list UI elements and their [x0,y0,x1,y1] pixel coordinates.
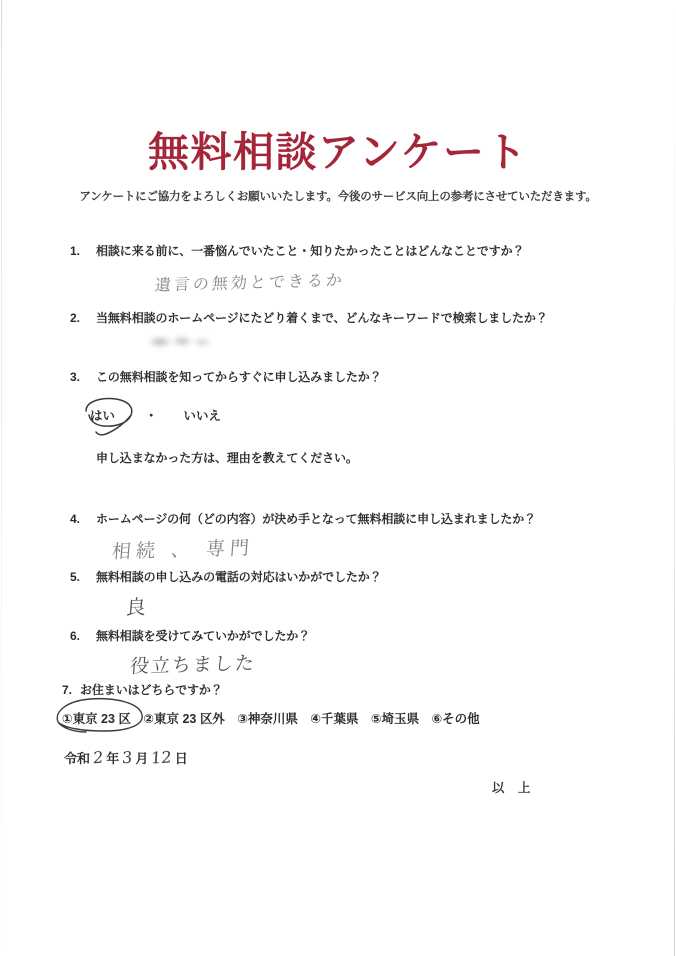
question-5-number: 5. [70,570,80,584]
question-5 [70,569,636,586]
question-3-text: この無料相談を知ってからすぐに申し込みましたか？ [96,370,382,384]
question-7-option-saitama[interactable]: ⑤埼玉県 [371,712,420,726]
question-7-options [62,710,480,728]
question-3 [70,369,636,386]
question-7-option-tokyo-outside-23ku[interactable]: ②東京 23 区外 [143,712,225,726]
question-4-number: 4. [70,512,80,526]
closing-text: 以 上 [492,781,536,795]
question-4 [70,511,636,528]
date-day-value: 12 [150,747,173,768]
question-7-option-chiba[interactable]: ④千葉県 [310,712,359,726]
question-3-option-no[interactable]: いいえ [183,409,222,423]
date-month-value: 3 [121,747,134,768]
question-7-option-tokyo-23ku-label: ①東京 23 区 [62,712,131,726]
question-1-text: 相談に来る前に、一番悩んでいたこと・知りたかったことはどんなことですか？ [96,244,525,258]
question-3-option-yes-label: はい [90,409,116,423]
question-7-option-tokyo-23ku[interactable] [62,712,134,726]
question-1 [70,243,636,260]
date-era-label: 令和 [64,751,91,766]
date-day-label: 日 [174,751,188,766]
question-7 [62,682,636,699]
question-5-text: 無料相談の申し込みの電話の対応はいかがでしたか？ [96,570,382,584]
date-month-label: 月 [135,751,149,766]
date-line [64,748,188,769]
question-3-number: 3. [70,370,80,384]
page-title: 無料相談アンケート [147,128,529,176]
question-6 [70,628,636,645]
question-5-answer: 良 [124,594,150,620]
question-2 [70,310,636,327]
question-1-number: 1. [70,244,80,258]
question-6-text: 無料相談を受けてみていかがでしたか？ [96,629,311,643]
question-2-answer-redacted [150,333,212,350]
question-2-number: 2. [70,311,80,325]
question-6-answer: 役立ちました [129,652,257,678]
question-3-choice-separator: ・ [145,409,158,423]
page-subtitle: アンケートにご協力をよろしくお願いいたします。今後のサービス向上の参考にさせていただきます。 [79,191,597,203]
question-3-option-yes[interactable] [90,406,115,424]
question-7-option-other[interactable]: ⑥その他 [431,712,480,726]
question-4-answer: 相続 、 専門 [111,536,255,564]
question-6-number: 6. [70,629,80,643]
question-2-text: 当無料相談のホームページにたどり着くまで、どんなキーワードで検索しましたか？ [96,311,548,325]
question-1-answer: 遺言の無効とできるか [154,270,346,295]
date-year-value: 2 [92,747,104,768]
question-7-text: お住まいはどちらですか？ [80,683,223,697]
question-4-text: ホームページの何（どの内容）が決め手となって無料相談に申し込まれましたか？ [96,512,537,526]
question-7-number: 7. [62,683,72,697]
question-3-sub-note: 申し込まなかった方は、理由を教えてください。 [96,451,358,465]
question-3-choices [90,406,221,424]
question-7-option-kanagawa[interactable]: ③神奈川県 [237,712,298,726]
date-year-label: 年 [106,751,120,766]
